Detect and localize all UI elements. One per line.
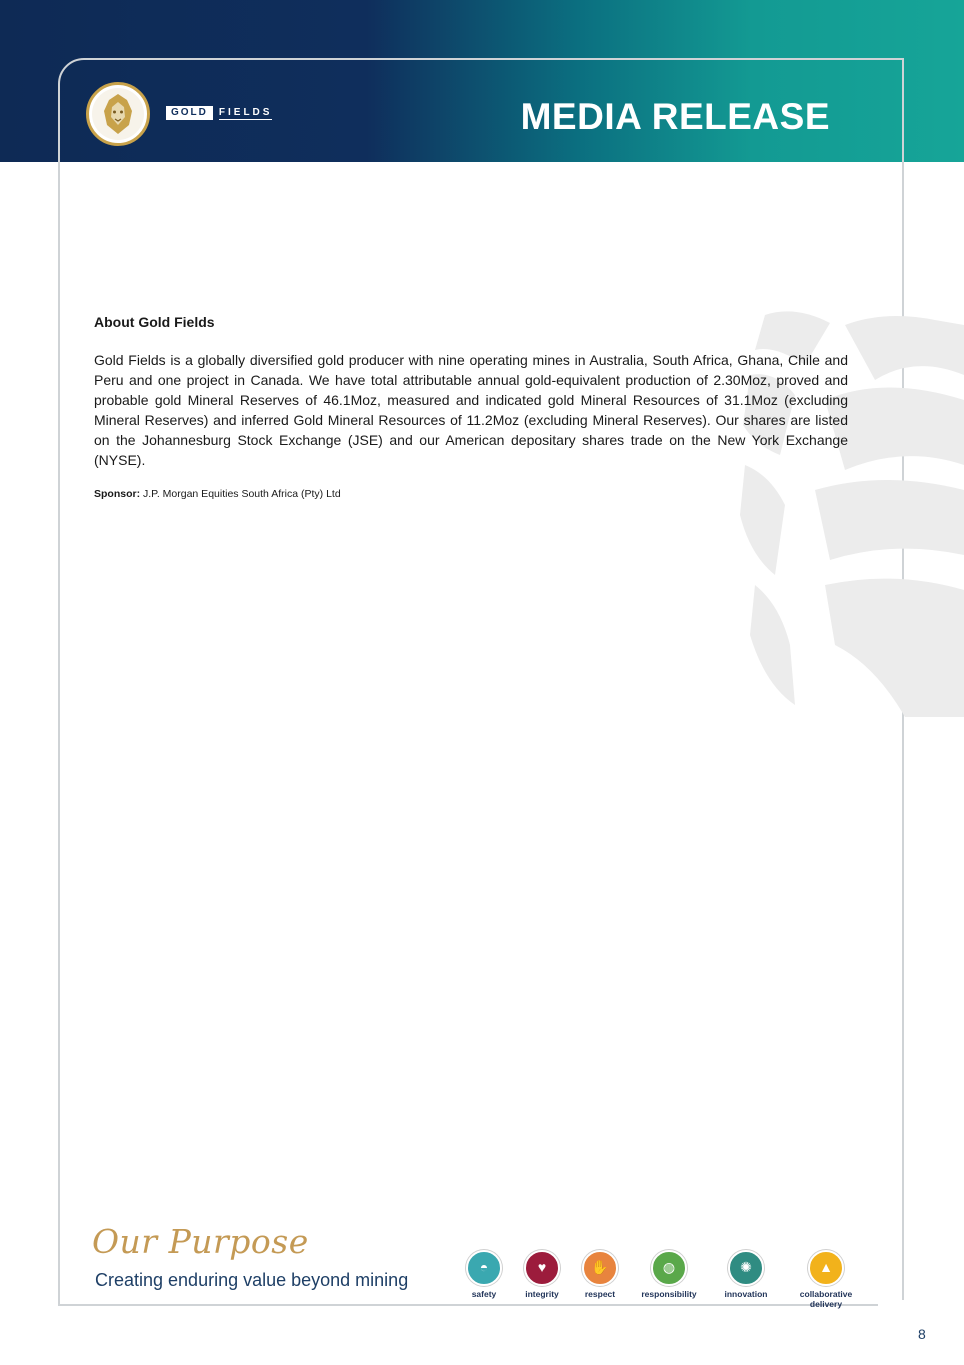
lion-logo-icon — [86, 82, 150, 146]
lion-emblem-icon — [89, 85, 147, 143]
value-glyph: ✺ — [740, 1259, 752, 1275]
purpose-statement: Creating enduring value beyond mining — [95, 1270, 409, 1290]
value-label: collaborative delivery — [799, 1289, 853, 1309]
frame-gap — [878, 1300, 908, 1310]
gold-fields-wordmark — [166, 106, 272, 120]
value-collaborative-delivery — [794, 1250, 858, 1309]
values-row — [462, 1250, 872, 1310]
page-number: 8 — [918, 1326, 926, 1342]
value-glyph: ◍ — [662, 1259, 676, 1275]
value-label: integrity — [525, 1289, 559, 1299]
value-integrity — [520, 1250, 564, 1299]
value-glyph: ✋ — [591, 1259, 609, 1275]
wordmark-gold: GOLD — [166, 106, 213, 120]
gold-bars-icon — [808, 1250, 844, 1286]
about-heading: About Gold Fields — [94, 314, 215, 330]
value-glyph: ◓ — [479, 1259, 489, 1275]
media-release-title: MEDIA RELEASE — [520, 96, 830, 137]
lightbulb-icon — [728, 1250, 764, 1286]
value-glyph: ♥ — [537, 1259, 547, 1275]
value-label: responsibility — [641, 1289, 697, 1299]
value-glyph: ▲ — [819, 1259, 833, 1275]
value-responsibility — [638, 1250, 700, 1299]
about-body: Gold Fields is a globally diversified gold producer with nine operating mines in Australia, South Africa, Ghana, Chile and Peru and one project in Canada. We have total attributable annual gold-equivalent production of 2.30Moz, proved and probable gold Mineral Reserves of 46.1Moz, measured and indicated gold Mineral Resources of 31.1Moz (excluding Mineral Reserves) and inferred Gold Mineral Resources of 11.2Moz (excluding Mineral Reserves). Our shares are listed on the Johannesburg Stock Exchange (JSE) and our American depositary shares trade on the New York Exchange (NYSE). — [94, 352, 848, 468]
value-label: innovation — [724, 1289, 768, 1299]
value-respect — [578, 1250, 622, 1299]
our-purpose-script: Our Purpose — [92, 1222, 309, 1261]
sponsor-line — [94, 488, 848, 500]
value-innovation — [720, 1250, 772, 1299]
about-section — [94, 314, 848, 511]
sponsor-label: Sponsor: — [94, 488, 141, 500]
value-label: safety — [471, 1289, 497, 1299]
value-safety — [462, 1250, 506, 1299]
sponsor-value: J.P. Morgan Equities South Africa (Pty) Ltd — [143, 488, 341, 500]
heart-hands-icon — [524, 1250, 560, 1286]
hardhat-icon — [466, 1250, 502, 1286]
wordmark-fields: FIELDS — [218, 106, 273, 118]
handshake-icon — [582, 1250, 618, 1286]
value-label: respect — [584, 1289, 616, 1299]
globe-hand-icon — [651, 1250, 687, 1286]
